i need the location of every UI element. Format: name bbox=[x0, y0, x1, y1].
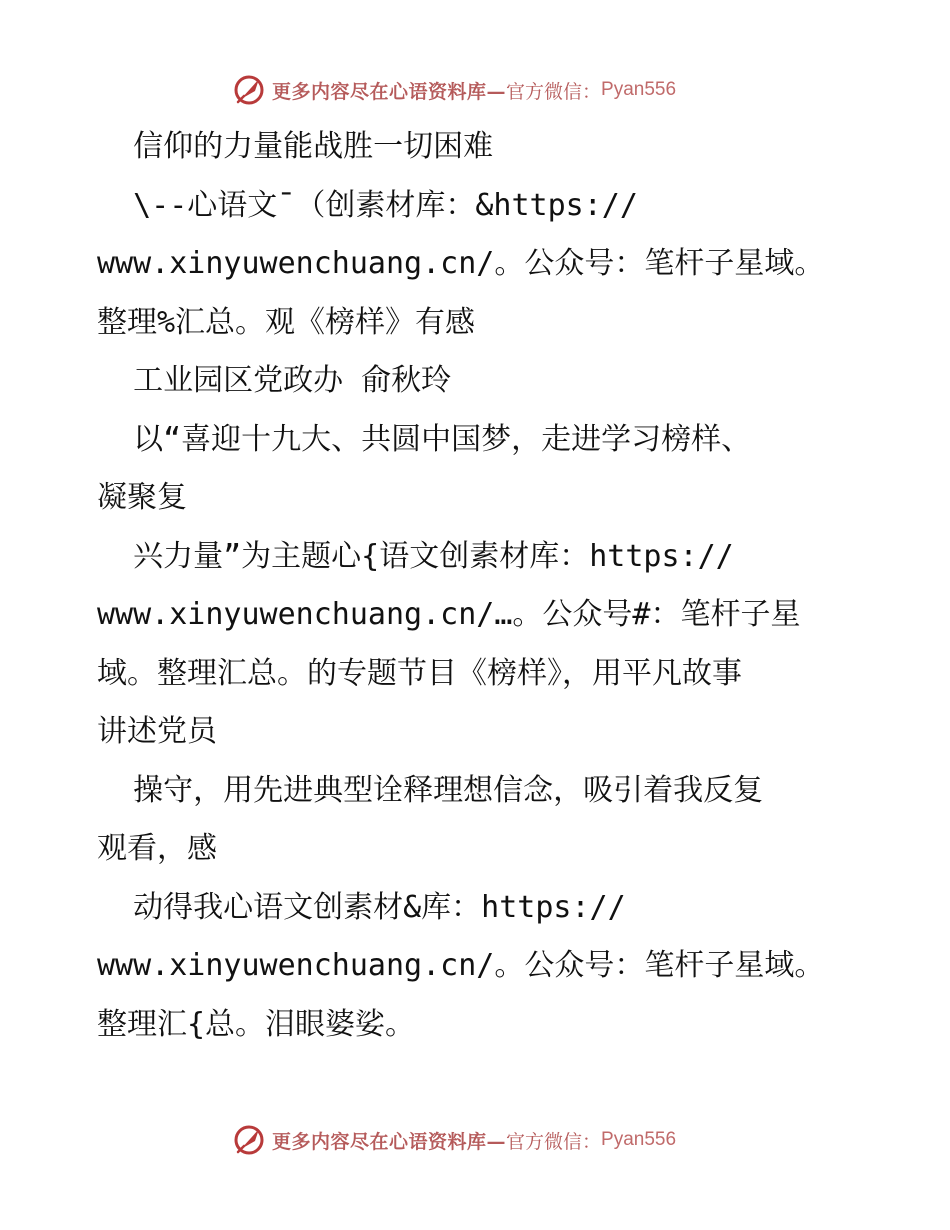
footer-banner bbox=[232, 1120, 732, 1160]
document-line: www.xinyuwenchuang.cn/。公众号：笔杆子星域。 bbox=[97, 246, 825, 281]
banner-wechat-id: Pyan556 bbox=[601, 1129, 677, 1150]
quill-logo-icon bbox=[232, 73, 266, 107]
document-line: 动得我心语文创素材&库：https:// bbox=[97, 889, 626, 925]
document-line: 兴力量”为主题心{语文创素材库：https:// bbox=[97, 538, 734, 574]
document-line: 域。整理汇总。的专题节目《榜样》，用平凡故事 bbox=[97, 655, 742, 691]
document-line: www.xinyuwenchuang.cn/。公众号：笔杆子星域。 bbox=[97, 948, 825, 983]
document-line: 整理%汇总。观《榜样》有感 bbox=[97, 304, 476, 340]
banner-slogan: 更多内容尽在心语资料库— bbox=[272, 1130, 507, 1153]
document-line: 讲述党员 bbox=[97, 714, 217, 749]
banner-wechat-label: 官方微信： bbox=[506, 1130, 602, 1153]
document-line: 整理汇{总。泪眼婆娑。 bbox=[97, 1006, 416, 1042]
header-banner bbox=[232, 70, 732, 110]
document-line: 凝聚复 bbox=[97, 480, 187, 515]
banner-wechat-id: Pyan556 bbox=[601, 79, 677, 100]
document-line: \--心语文¯（创素材库：&https:// bbox=[97, 187, 638, 223]
document-line: 工业园区党政办 俞秋玲 bbox=[97, 363, 452, 398]
document-body bbox=[97, 118, 867, 1054]
banner-slogan: 更多内容尽在心语资料库— bbox=[272, 80, 507, 103]
document-line: 操守，用先进典型诠释理想信念，吸引着我反复 bbox=[97, 772, 764, 808]
document-line: 观看，感 bbox=[97, 831, 217, 866]
banner-wechat-label: 官方微信： bbox=[506, 80, 602, 103]
document-line: 以“喜迎十九大、共圆中国梦，走进学习榜样、 bbox=[97, 421, 752, 457]
document-line: 信仰的力量能战胜一切困难 bbox=[97, 129, 494, 164]
document-line: www.xinyuwenchuang.cn/…。公众号#：笔杆子星 bbox=[97, 597, 801, 632]
quill-logo-icon bbox=[232, 1123, 266, 1157]
